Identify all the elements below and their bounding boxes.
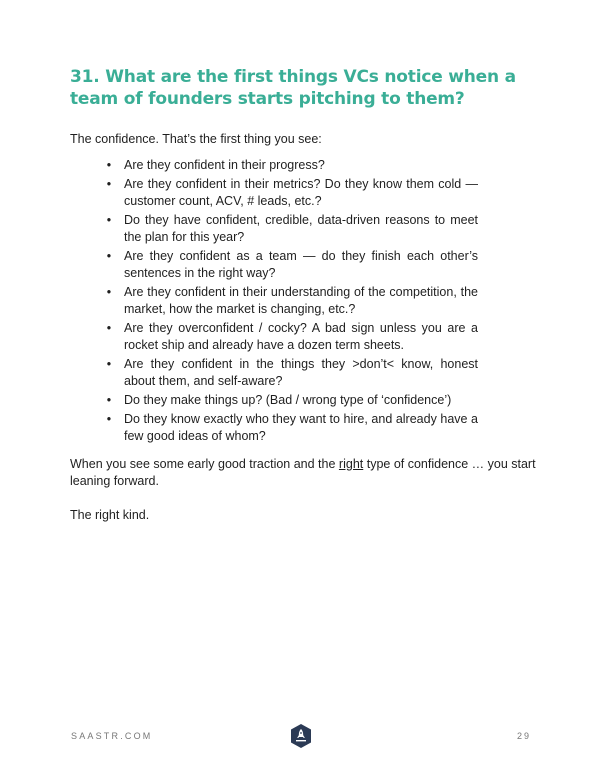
bullet-icon: • bbox=[106, 412, 112, 426]
bullet-item: • Are they confident in their progress? bbox=[104, 157, 478, 174]
page-number: 29 bbox=[516, 731, 531, 741]
bullet-list bbox=[104, 157, 478, 447]
bullet-item: • Are they confident in their understanding of the competition, the market, how the market is changing, etc.? bbox=[104, 284, 478, 318]
bullet-item: • Are they confident in the things they >don’t< know, honest about them, and self-aware? bbox=[104, 356, 478, 390]
saastr-rocket-hexagon-icon bbox=[290, 724, 312, 748]
conclusion-paragraph: When you see some early good traction and the right type of confidence … you start leaning forward. bbox=[70, 457, 536, 488]
bullet-icon: • bbox=[106, 357, 112, 371]
bullet-item: • Are they confident as a team — do they finish each other’s sentences in the right way? bbox=[104, 248, 478, 282]
bullet-icon: • bbox=[106, 393, 112, 407]
bullet-item: • Are they confident in their metrics? Do they know them cold — customer count, ACV, # leads, etc.? bbox=[104, 176, 478, 210]
intro-text: The confidence. That’s the first thing you see: bbox=[70, 132, 322, 146]
bullet-icon: • bbox=[106, 249, 112, 263]
bullet-item: • Do they know exactly who they want to hire, and already have a few good ideas of whom? bbox=[104, 411, 478, 445]
page-heading: 31. What are the first things VCs notice when a team of founders starts pitching to them? bbox=[70, 67, 516, 109]
bullet-icon: • bbox=[106, 177, 112, 191]
underlined-word: right bbox=[338, 457, 364, 471]
bullet-icon: • bbox=[106, 213, 112, 227]
closing-line: The right kind. bbox=[70, 508, 150, 522]
bullet-item: • Do they have confident, credible, data-driven reasons to meet the plan for this year? bbox=[104, 212, 478, 246]
bullet-icon: • bbox=[106, 158, 112, 172]
footer-site-link[interactable]: SAASTR.COM bbox=[71, 731, 153, 741]
bullet-item: • Do they make things up? (Bad / wrong type of ‘confidence’) bbox=[104, 392, 478, 409]
bullet-icon: • bbox=[106, 321, 112, 335]
bullet-icon: • bbox=[106, 285, 112, 299]
bullet-item: • Are they overconfident / cocky? A bad sign unless you are a rocket ship and already have a dozen term sheets. bbox=[104, 320, 478, 354]
